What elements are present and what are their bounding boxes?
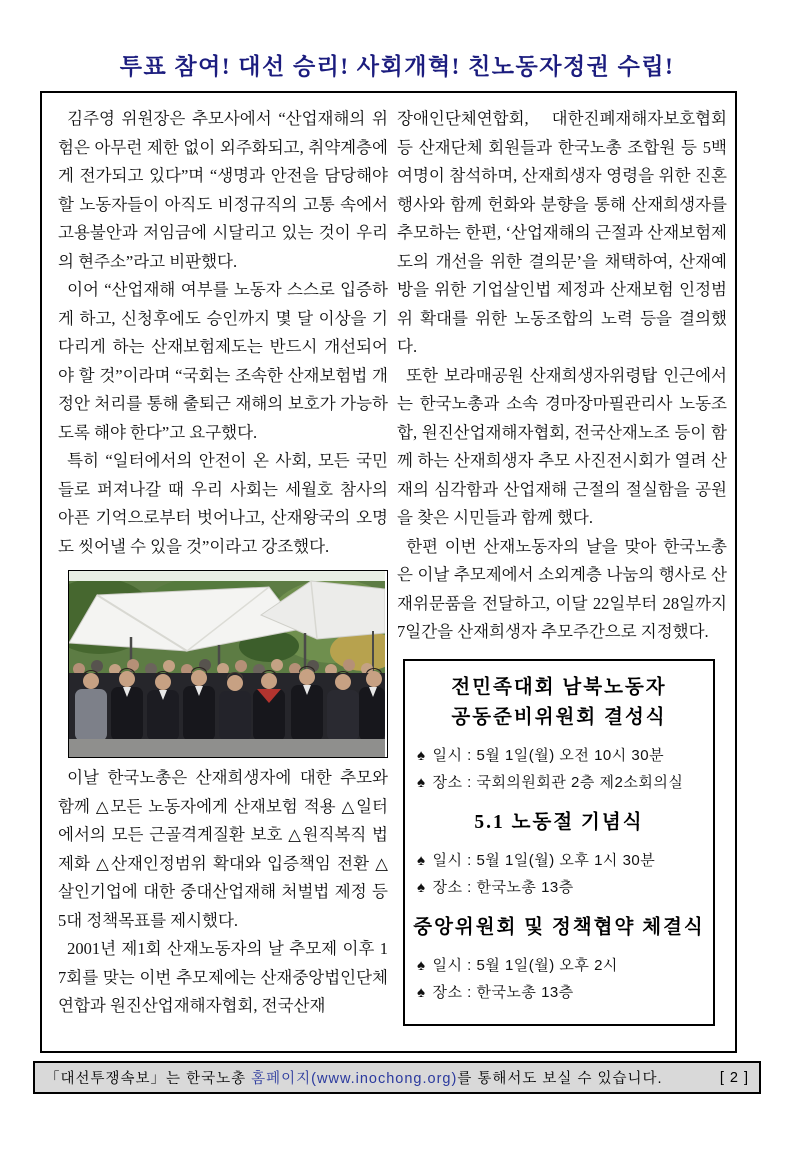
event-title-line: 5.1 노동절 기념식 (474, 811, 644, 833)
article-paragraph: 이어 “산업재해 여부를 노동자 스스로 입증하게 하고, 신청후에도 승인까지 몇 달 이상을 기다리게 하는 산재보험제도는 반드시 개선되어야 할 것”이라며 “국회는 조속한 산재보험법 개정안 처리를 통해 출퇴근 재해의 보호가 가능하도록 해야 한다”고 요구했다. (58, 280, 388, 442)
footer-suffix: 를 통해서도 보실 수 있습니다. (457, 1071, 663, 1087)
article-paragraph: 또한 보라매공원 산재희생자위령탑 인근에서는 한국노총과 소속 경마장마필관리사 노동조합, 원진산업재해자협회, 전국산재노조 등이 함께 하는 산재희생자 추모 사진전시회가 열려 산재의 심각함과 산업재해 근절의 절실함을 공원을 찾은 시민들과 함께 했다. (397, 365, 727, 527)
event-detail-row (417, 979, 705, 1006)
spade-icon: ♠ (417, 878, 426, 896)
event-detail-text: 일시 : 5월 1일(월) 오전 10시 30분 (432, 746, 665, 764)
event-detail-text: 일시 : 5월 1일(월) 오후 1시 30분 (432, 851, 656, 869)
footer-prefix: 「대선투쟁속보」는 한국노총 (45, 1071, 252, 1087)
event-title-line: 전민족대회 남북노동자 (451, 676, 667, 698)
event-title-line: 중앙위원회 및 정책협약 체결식 (413, 916, 705, 938)
spade-icon: ♠ (417, 773, 426, 791)
spade-icon: ♠ (417, 746, 426, 764)
article-paragraph: 2001년 제1회 산재노동자의 날 추모제 이후 17회를 맞는 이번 추모제에는 산재중앙법인단체연합과 원진산업재해자협회, 전국산재 (58, 939, 388, 1015)
article-paragraph: 한편 이번 산재노동자의 날을 맞아 한국노총은 이날 추모제에서 소외계층 나눔의 행사로 산재위문품을 전달하고, 이달 22일부터 28일까지 7일간을 산재희생자 추모주간으로 지정했다. (397, 536, 727, 641)
homepage-url-link[interactable]: 홈페이지(www.inochong.org) (251, 1071, 458, 1087)
article-paragraph: 이날 한국노총은 산재희생자에 대한 추모와 함께 △모든 노동자에게 산재보험 적용 △일터에서의 모든 근골격계질환 보호 △원직복직 법제화 △산재인정범위 확대와 입증책임 전환 △살인기업에 대한 중대산업재해 처벌법 제정 등 5대 정책목표를 제시했다. (58, 768, 388, 930)
memorial-photo-illustration (69, 571, 385, 757)
event-title (413, 913, 705, 943)
spade-icon: ♠ (417, 983, 426, 1001)
event-detail-row (417, 769, 705, 796)
article-paragraph: 장애인단체연합회, 대한진폐재해자보호협회 등 산재단체 회원들과 한국노총 조합원 등 5백여명이 참석하며, 산재희생자 영령을 위한 진혼행사와 함께 헌화와 분향을 통해 산재희생자를 추모하는 한편, ‘산업재해의 근절과 산재보험제도의 개선을 위한 결의문’을 채택하여, 산재예방을 위한 기업살인법 제정과 산재보험 인정범위 확대를 위한 노동조합의 노력 등을 결의했다. (397, 109, 727, 356)
event-detail-text: 장소 : 한국노총 13층 (432, 878, 574, 896)
event-detail-row (417, 847, 705, 874)
left-column (58, 105, 388, 1039)
article-frame (40, 91, 737, 1053)
newsletter-page (0, 48, 794, 1094)
event-detail-row (417, 874, 705, 901)
spade-icon: ♠ (417, 851, 426, 869)
page-number: [ 2 ] (719, 1069, 749, 1086)
event-detail-row (417, 742, 705, 769)
event-detail-text: 장소 : 국회의원회관 2층 제2소회의실 (432, 773, 684, 791)
footer-bar (33, 1061, 761, 1094)
event-detail-text: 일시 : 5월 1일(월) 오후 2시 (432, 956, 618, 974)
event-details (413, 847, 705, 901)
page-header-slogan: 투표 참여! 대선 승리! 사회개혁! 친노동자정권 수립! (119, 54, 675, 79)
article-paragraph: 특히 “일터에서의 안전이 온 사회, 모든 국민들로 퍼져나갈 때 우리 사회는 세월호 참사의 아픈 기억으로부터 벗어나고, 산재왕국의 오명도 씻어낼 수 있을 것”이라고 강조했다. (58, 451, 388, 556)
event-details (413, 742, 705, 796)
event-title (413, 808, 705, 838)
event-detail-row (417, 952, 705, 979)
event-detail-text: 장소 : 한국노총 13층 (432, 983, 574, 1001)
event-title-line: 공동준비위원회 결성식 (451, 706, 667, 728)
footer-text (45, 1067, 712, 1088)
event-title (413, 673, 705, 733)
article-paragraph: 김주영 위원장은 추모사에서 “산업재해의 위험은 아무런 제한 없이 외주화되고, 취약계층에게 전가되고 있다”며 “생명과 안전을 담당해야 할 노동자들이 아직도 비정규직의 고통 속에서 고용불안과 저임금에 시달리고 있는 것이 우리의 현주소”라고 비판했다. (58, 109, 388, 271)
announcements-box (403, 659, 715, 1026)
event-details (413, 952, 705, 1006)
memorial-ceremony-photo (68, 570, 388, 758)
spade-icon: ♠ (417, 956, 426, 974)
right-column (397, 105, 727, 1039)
